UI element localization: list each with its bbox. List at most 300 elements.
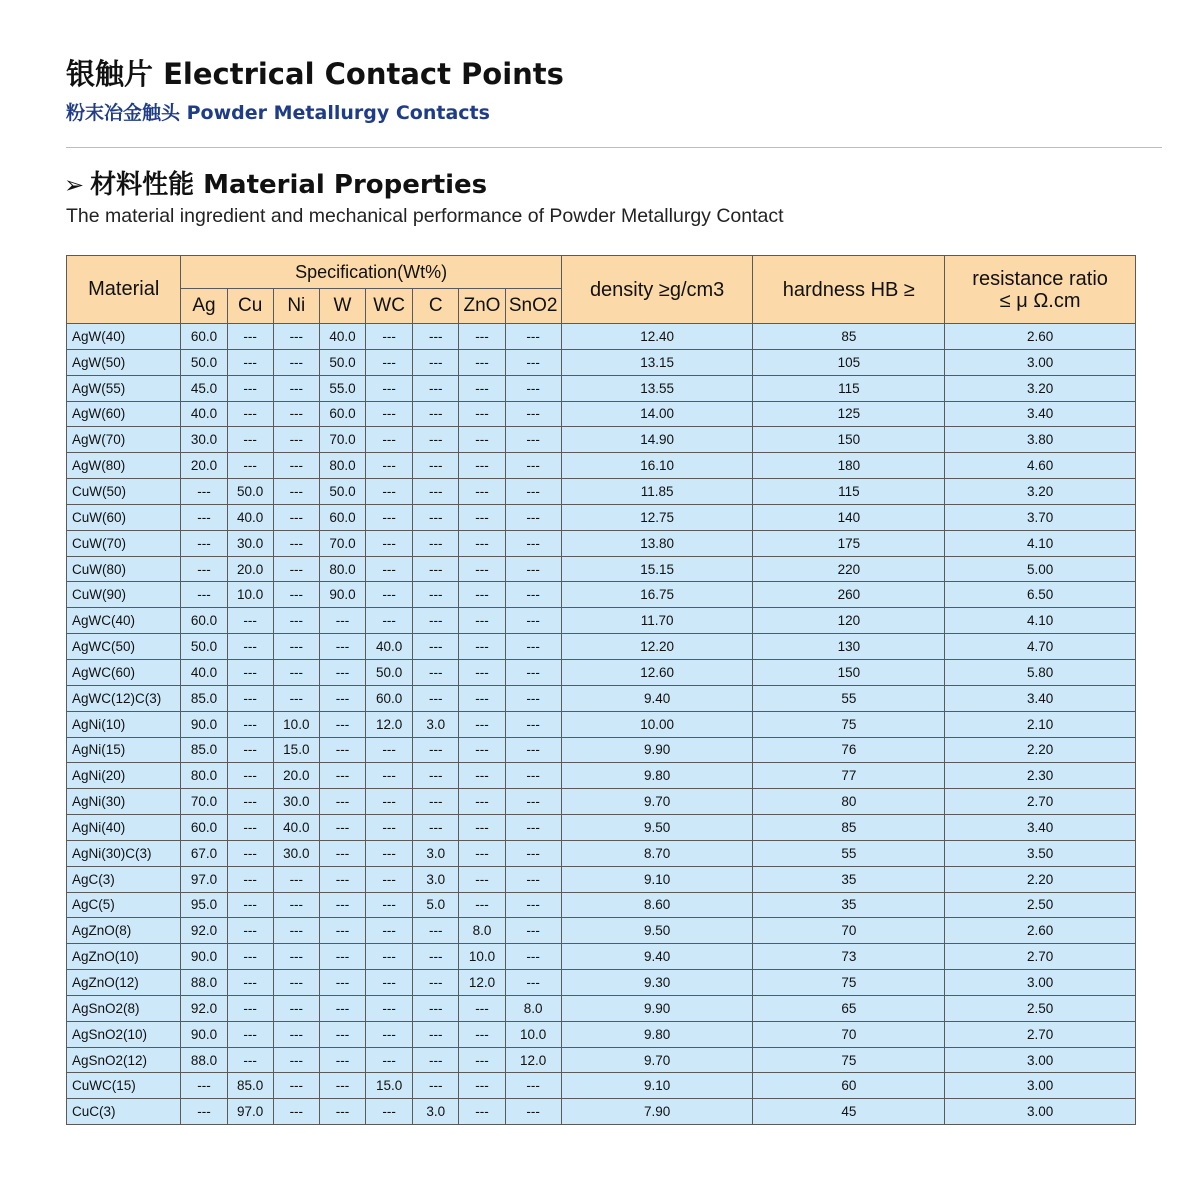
spec-cell: ---: [273, 1099, 319, 1125]
spec-cell: 60.0: [181, 608, 227, 634]
spec-cell: ---: [459, 427, 505, 453]
spec-cell: ---: [227, 608, 273, 634]
density-cell: 9.40: [561, 944, 753, 970]
table-row: [67, 608, 1136, 634]
density-cell: 15.15: [561, 556, 753, 582]
spec-cell: ---: [505, 504, 561, 530]
spec-cell: ---: [366, 995, 413, 1021]
spec-cell: ---: [227, 815, 273, 841]
spec-cell: ---: [366, 582, 413, 608]
spec-cell: ---: [366, 1047, 413, 1073]
spec-cell: ---: [459, 685, 505, 711]
hardness-cell: 120: [753, 608, 945, 634]
material-cell: AgNi(10): [67, 711, 181, 737]
material-properties-table: [66, 255, 1136, 1125]
spec-cell: ---: [319, 1021, 365, 1047]
hardness-cell: 35: [753, 866, 945, 892]
table-row: [67, 737, 1136, 763]
resistance-cell: 3.00: [945, 349, 1136, 375]
resistance-cell: 4.60: [945, 453, 1136, 479]
spec-cell: 20.0: [181, 453, 227, 479]
table-row: [67, 582, 1136, 608]
spec-cell: 90.0: [181, 944, 227, 970]
hardness-cell: 130: [753, 634, 945, 660]
spec-cell: ---: [319, 1047, 365, 1073]
spec-cell: ---: [273, 685, 319, 711]
spec-cell: ---: [227, 970, 273, 996]
material-cell: CuC(3): [67, 1099, 181, 1125]
resistance-cell: 4.10: [945, 608, 1136, 634]
resistance-cell: 2.70: [945, 944, 1136, 970]
material-cell: AgZnO(8): [67, 918, 181, 944]
spec-cell: ---: [459, 608, 505, 634]
hardness-cell: 75: [753, 1047, 945, 1073]
material-cell: CuW(90): [67, 582, 181, 608]
spec-cell: ---: [413, 530, 459, 556]
spec-cell: ---: [319, 1073, 365, 1099]
spec-cell: ---: [413, 504, 459, 530]
spec-cell: ---: [273, 918, 319, 944]
resistance-cell: 3.00: [945, 1073, 1136, 1099]
spec-cell: 90.0: [181, 1021, 227, 1047]
hardness-cell: 105: [753, 349, 945, 375]
header-spec-cu: Cu: [227, 289, 273, 324]
resistance-cell: 2.30: [945, 763, 1136, 789]
spec-cell: ---: [505, 737, 561, 763]
header-spec-c: C: [413, 289, 459, 324]
table-row: [67, 530, 1136, 556]
spec-cell: 45.0: [181, 375, 227, 401]
spec-cell: ---: [366, 504, 413, 530]
hardness-cell: 150: [753, 659, 945, 685]
spec-cell: ---: [181, 556, 227, 582]
spec-cell: ---: [505, 685, 561, 711]
spec-cell: ---: [413, 324, 459, 350]
density-cell: 13.80: [561, 530, 753, 556]
spec-cell: ---: [273, 608, 319, 634]
spec-cell: ---: [505, 479, 561, 505]
density-cell: 9.90: [561, 995, 753, 1021]
spec-cell: ---: [273, 375, 319, 401]
spec-cell: ---: [459, 504, 505, 530]
spec-cell: ---: [413, 608, 459, 634]
material-cell: CuW(80): [67, 556, 181, 582]
spec-cell: 40.0: [366, 634, 413, 660]
spec-cell: ---: [319, 711, 365, 737]
spec-cell: ---: [319, 685, 365, 711]
hardness-cell: 77: [753, 763, 945, 789]
table-row: [67, 970, 1136, 996]
spec-cell: 97.0: [181, 866, 227, 892]
material-cell: AgZnO(10): [67, 944, 181, 970]
spec-cell: 3.0: [413, 711, 459, 737]
spec-cell: 40.0: [273, 815, 319, 841]
spec-cell: ---: [459, 789, 505, 815]
spec-cell: 50.0: [366, 659, 413, 685]
spec-cell: ---: [366, 789, 413, 815]
spec-cell: 92.0: [181, 918, 227, 944]
spec-cell: ---: [505, 659, 561, 685]
spec-cell: 80.0: [181, 763, 227, 789]
header-spec-w: W: [319, 289, 365, 324]
spec-cell: 60.0: [366, 685, 413, 711]
spec-cell: ---: [366, 401, 413, 427]
density-cell: 13.55: [561, 375, 753, 401]
spec-cell: ---: [413, 918, 459, 944]
spec-cell: ---: [413, 737, 459, 763]
spec-cell: ---: [413, 479, 459, 505]
density-cell: 9.30: [561, 970, 753, 996]
spec-cell: 60.0: [319, 504, 365, 530]
spec-cell: ---: [459, 763, 505, 789]
spec-cell: 8.0: [505, 995, 561, 1021]
spec-cell: ---: [319, 892, 365, 918]
hardness-cell: 70: [753, 1021, 945, 1047]
spec-cell: ---: [366, 324, 413, 350]
hardness-cell: 115: [753, 375, 945, 401]
spec-cell: 80.0: [319, 556, 365, 582]
material-cell: AgNi(20): [67, 763, 181, 789]
spec-cell: 90.0: [181, 711, 227, 737]
hardness-cell: 125: [753, 401, 945, 427]
page-subtitle: 粉末冶金触头 Powder Metallurgy Contacts: [66, 102, 490, 124]
header-density: density ≥g/cm3: [561, 256, 753, 324]
spec-cell: ---: [227, 1047, 273, 1073]
resistance-cell: 3.00: [945, 1047, 1136, 1073]
table-row: [67, 401, 1136, 427]
spec-cell: ---: [366, 918, 413, 944]
material-cell: AgWC(60): [67, 659, 181, 685]
table-row: [67, 711, 1136, 737]
spec-cell: 50.0: [227, 479, 273, 505]
spec-cell: ---: [181, 479, 227, 505]
table-row: [67, 995, 1136, 1021]
spec-cell: ---: [505, 324, 561, 350]
spec-cell: ---: [459, 324, 505, 350]
density-cell: 12.40: [561, 324, 753, 350]
spec-cell: ---: [413, 1073, 459, 1099]
resistance-cell: 3.00: [945, 1099, 1136, 1125]
header-resistance-line2: ≤ μ Ω.cm: [999, 289, 1081, 312]
spec-cell: 3.0: [413, 866, 459, 892]
hardness-cell: 35: [753, 892, 945, 918]
hardness-cell: 60: [753, 1073, 945, 1099]
table-row: [67, 659, 1136, 685]
table-row: [67, 1073, 1136, 1099]
spec-cell: 95.0: [181, 892, 227, 918]
spec-cell: ---: [413, 556, 459, 582]
spec-cell: 20.0: [227, 556, 273, 582]
spec-cell: ---: [459, 711, 505, 737]
table-row: [67, 427, 1136, 453]
spec-cell: ---: [459, 737, 505, 763]
spec-cell: ---: [413, 659, 459, 685]
resistance-cell: 6.50: [945, 582, 1136, 608]
spec-cell: 88.0: [181, 1047, 227, 1073]
spec-cell: 10.0: [459, 944, 505, 970]
spec-cell: ---: [319, 634, 365, 660]
spec-cell: ---: [413, 427, 459, 453]
density-cell: 11.70: [561, 608, 753, 634]
spec-cell: 3.0: [413, 1099, 459, 1125]
spec-cell: ---: [319, 815, 365, 841]
resistance-cell: 2.70: [945, 1021, 1136, 1047]
spec-cell: ---: [366, 970, 413, 996]
spec-cell: 92.0: [181, 995, 227, 1021]
resistance-cell: 3.00: [945, 970, 1136, 996]
spec-cell: ---: [366, 479, 413, 505]
spec-cell: ---: [413, 453, 459, 479]
spec-cell: 60.0: [181, 324, 227, 350]
spec-cell: ---: [505, 375, 561, 401]
spec-cell: ---: [227, 375, 273, 401]
spec-cell: ---: [459, 659, 505, 685]
spec-cell: ---: [413, 815, 459, 841]
hardness-cell: 55: [753, 685, 945, 711]
spec-cell: ---: [459, 453, 505, 479]
spec-cell: 15.0: [273, 737, 319, 763]
spec-cell: ---: [505, 815, 561, 841]
density-cell: 9.70: [561, 789, 753, 815]
spec-cell: 80.0: [319, 453, 365, 479]
spec-cell: ---: [273, 1021, 319, 1047]
spec-cell: 70.0: [181, 789, 227, 815]
spec-cell: ---: [366, 349, 413, 375]
spec-cell: 30.0: [273, 840, 319, 866]
material-cell: AgWC(40): [67, 608, 181, 634]
density-cell: 14.00: [561, 401, 753, 427]
spec-cell: ---: [505, 944, 561, 970]
density-cell: 9.10: [561, 866, 753, 892]
hardness-cell: 140: [753, 504, 945, 530]
density-cell: 16.75: [561, 582, 753, 608]
spec-cell: ---: [273, 324, 319, 350]
material-cell: AgW(55): [67, 375, 181, 401]
spec-cell: ---: [459, 1073, 505, 1099]
resistance-cell: 2.20: [945, 866, 1136, 892]
spec-cell: 40.0: [227, 504, 273, 530]
spec-cell: ---: [366, 892, 413, 918]
spec-cell: ---: [459, 375, 505, 401]
spec-cell: ---: [273, 970, 319, 996]
table-row: [67, 789, 1136, 815]
spec-cell: ---: [413, 763, 459, 789]
divider: [66, 147, 1162, 148]
header-hardness: hardness HB ≥: [753, 256, 945, 324]
density-cell: 12.60: [561, 659, 753, 685]
spec-cell: 10.0: [227, 582, 273, 608]
density-cell: 8.60: [561, 892, 753, 918]
spec-cell: ---: [319, 608, 365, 634]
material-cell: CuW(50): [67, 479, 181, 505]
header-resistance: [945, 256, 1136, 324]
spec-cell: ---: [413, 995, 459, 1021]
material-cell: AgSnO2(12): [67, 1047, 181, 1073]
spec-cell: ---: [273, 944, 319, 970]
spec-cell: ---: [273, 556, 319, 582]
resistance-cell: 3.20: [945, 479, 1136, 505]
material-cell: AgNi(30)C(3): [67, 840, 181, 866]
resistance-cell: 3.80: [945, 427, 1136, 453]
resistance-cell: 3.20: [945, 375, 1136, 401]
spec-cell: ---: [273, 866, 319, 892]
table-row: [67, 634, 1136, 660]
resistance-cell: 5.80: [945, 659, 1136, 685]
spec-cell: 40.0: [181, 401, 227, 427]
hardness-cell: 260: [753, 582, 945, 608]
spec-cell: ---: [227, 685, 273, 711]
density-cell: 9.10: [561, 1073, 753, 1099]
spec-cell: 10.0: [505, 1021, 561, 1047]
spec-cell: ---: [459, 815, 505, 841]
spec-cell: ---: [366, 866, 413, 892]
spec-cell: 40.0: [181, 659, 227, 685]
spec-cell: 30.0: [181, 427, 227, 453]
spec-cell: ---: [227, 892, 273, 918]
density-cell: 9.50: [561, 815, 753, 841]
spec-cell: ---: [227, 711, 273, 737]
spec-cell: ---: [227, 944, 273, 970]
spec-cell: ---: [319, 866, 365, 892]
resistance-cell: 3.40: [945, 401, 1136, 427]
material-cell: AgNi(30): [67, 789, 181, 815]
header-material: Material: [67, 256, 181, 324]
density-cell: 9.70: [561, 1047, 753, 1073]
spec-cell: ---: [505, 918, 561, 944]
material-cell: AgSnO2(8): [67, 995, 181, 1021]
hardness-cell: 76: [753, 737, 945, 763]
table-row: [67, 892, 1136, 918]
spec-cell: ---: [413, 944, 459, 970]
spec-cell: ---: [505, 634, 561, 660]
spec-cell: ---: [505, 608, 561, 634]
spec-cell: ---: [227, 840, 273, 866]
spec-cell: ---: [227, 866, 273, 892]
density-cell: 9.90: [561, 737, 753, 763]
spec-cell: ---: [319, 659, 365, 685]
resistance-cell: 3.70: [945, 504, 1136, 530]
density-cell: 9.80: [561, 1021, 753, 1047]
spec-cell: ---: [505, 401, 561, 427]
hardness-cell: 220: [753, 556, 945, 582]
resistance-cell: 2.70: [945, 789, 1136, 815]
spec-cell: 3.0: [413, 840, 459, 866]
section-heading-text: 材料性能 Material Properties: [90, 170, 488, 200]
spec-cell: 12.0: [459, 970, 505, 996]
spec-cell: ---: [459, 866, 505, 892]
spec-cell: ---: [273, 1073, 319, 1099]
spec-cell: ---: [366, 608, 413, 634]
spec-cell: ---: [366, 763, 413, 789]
spec-cell: 50.0: [319, 349, 365, 375]
density-cell: 12.75: [561, 504, 753, 530]
spec-cell: 85.0: [181, 685, 227, 711]
spec-cell: ---: [273, 582, 319, 608]
table-row: [67, 763, 1136, 789]
header-spec-wc: WC: [366, 289, 413, 324]
spec-cell: ---: [505, 840, 561, 866]
resistance-cell: 2.60: [945, 918, 1136, 944]
hardness-cell: 45: [753, 1099, 945, 1125]
spec-cell: ---: [505, 711, 561, 737]
spec-cell: ---: [181, 504, 227, 530]
resistance-cell: 2.50: [945, 995, 1136, 1021]
spec-cell: ---: [366, 427, 413, 453]
spec-cell: ---: [459, 1021, 505, 1047]
spec-cell: 50.0: [181, 634, 227, 660]
spec-cell: ---: [227, 1021, 273, 1047]
material-cell: AgW(60): [67, 401, 181, 427]
material-cell: CuWC(15): [67, 1073, 181, 1099]
density-cell: 8.70: [561, 840, 753, 866]
material-cell: AgNi(40): [67, 815, 181, 841]
spec-cell: ---: [413, 375, 459, 401]
spec-cell: ---: [459, 349, 505, 375]
spec-cell: ---: [227, 659, 273, 685]
spec-cell: ---: [459, 840, 505, 866]
arrow-bullet-icon: ➢: [64, 171, 85, 199]
density-cell: 11.85: [561, 479, 753, 505]
resistance-cell: 2.20: [945, 737, 1136, 763]
spec-cell: 70.0: [319, 427, 365, 453]
spec-cell: ---: [319, 1099, 365, 1125]
resistance-cell: 4.70: [945, 634, 1136, 660]
spec-cell: ---: [366, 1021, 413, 1047]
spec-cell: ---: [505, 349, 561, 375]
table-row: [67, 866, 1136, 892]
material-cell: AgSnO2(10): [67, 1021, 181, 1047]
spec-cell: ---: [319, 944, 365, 970]
spec-cell: 60.0: [181, 815, 227, 841]
spec-cell: ---: [227, 453, 273, 479]
spec-cell: ---: [227, 401, 273, 427]
spec-cell: ---: [227, 349, 273, 375]
resistance-cell: 2.10: [945, 711, 1136, 737]
hardness-cell: 150: [753, 427, 945, 453]
spec-cell: ---: [505, 556, 561, 582]
material-cell: AgW(70): [67, 427, 181, 453]
spec-cell: ---: [227, 789, 273, 815]
spec-cell: 50.0: [181, 349, 227, 375]
density-cell: 13.15: [561, 349, 753, 375]
spec-cell: ---: [366, 815, 413, 841]
resistance-cell: 2.60: [945, 324, 1136, 350]
density-cell: 9.50: [561, 918, 753, 944]
resistance-cell: 2.50: [945, 892, 1136, 918]
spec-cell: ---: [227, 995, 273, 1021]
section-heading: [64, 164, 487, 201]
spec-cell: ---: [459, 1047, 505, 1073]
table-row: [67, 349, 1136, 375]
spec-cell: ---: [181, 1073, 227, 1099]
section-description: The material ingredient and mechanical performance of Powder Metallurgy Contact: [66, 205, 784, 227]
spec-cell: ---: [227, 763, 273, 789]
density-cell: 9.40: [561, 685, 753, 711]
material-cell: CuW(70): [67, 530, 181, 556]
spec-cell: ---: [459, 582, 505, 608]
table-row: [67, 504, 1136, 530]
hardness-cell: 85: [753, 815, 945, 841]
table-row: [67, 1021, 1136, 1047]
spec-cell: ---: [413, 970, 459, 996]
table-row: [67, 815, 1136, 841]
spec-cell: ---: [413, 401, 459, 427]
spec-cell: ---: [505, 427, 561, 453]
spec-cell: ---: [366, 737, 413, 763]
page-title: 银触片 Electrical Contact Points: [66, 57, 564, 91]
spec-cell: ---: [459, 634, 505, 660]
header-spec-zno: ZnO: [459, 289, 505, 324]
